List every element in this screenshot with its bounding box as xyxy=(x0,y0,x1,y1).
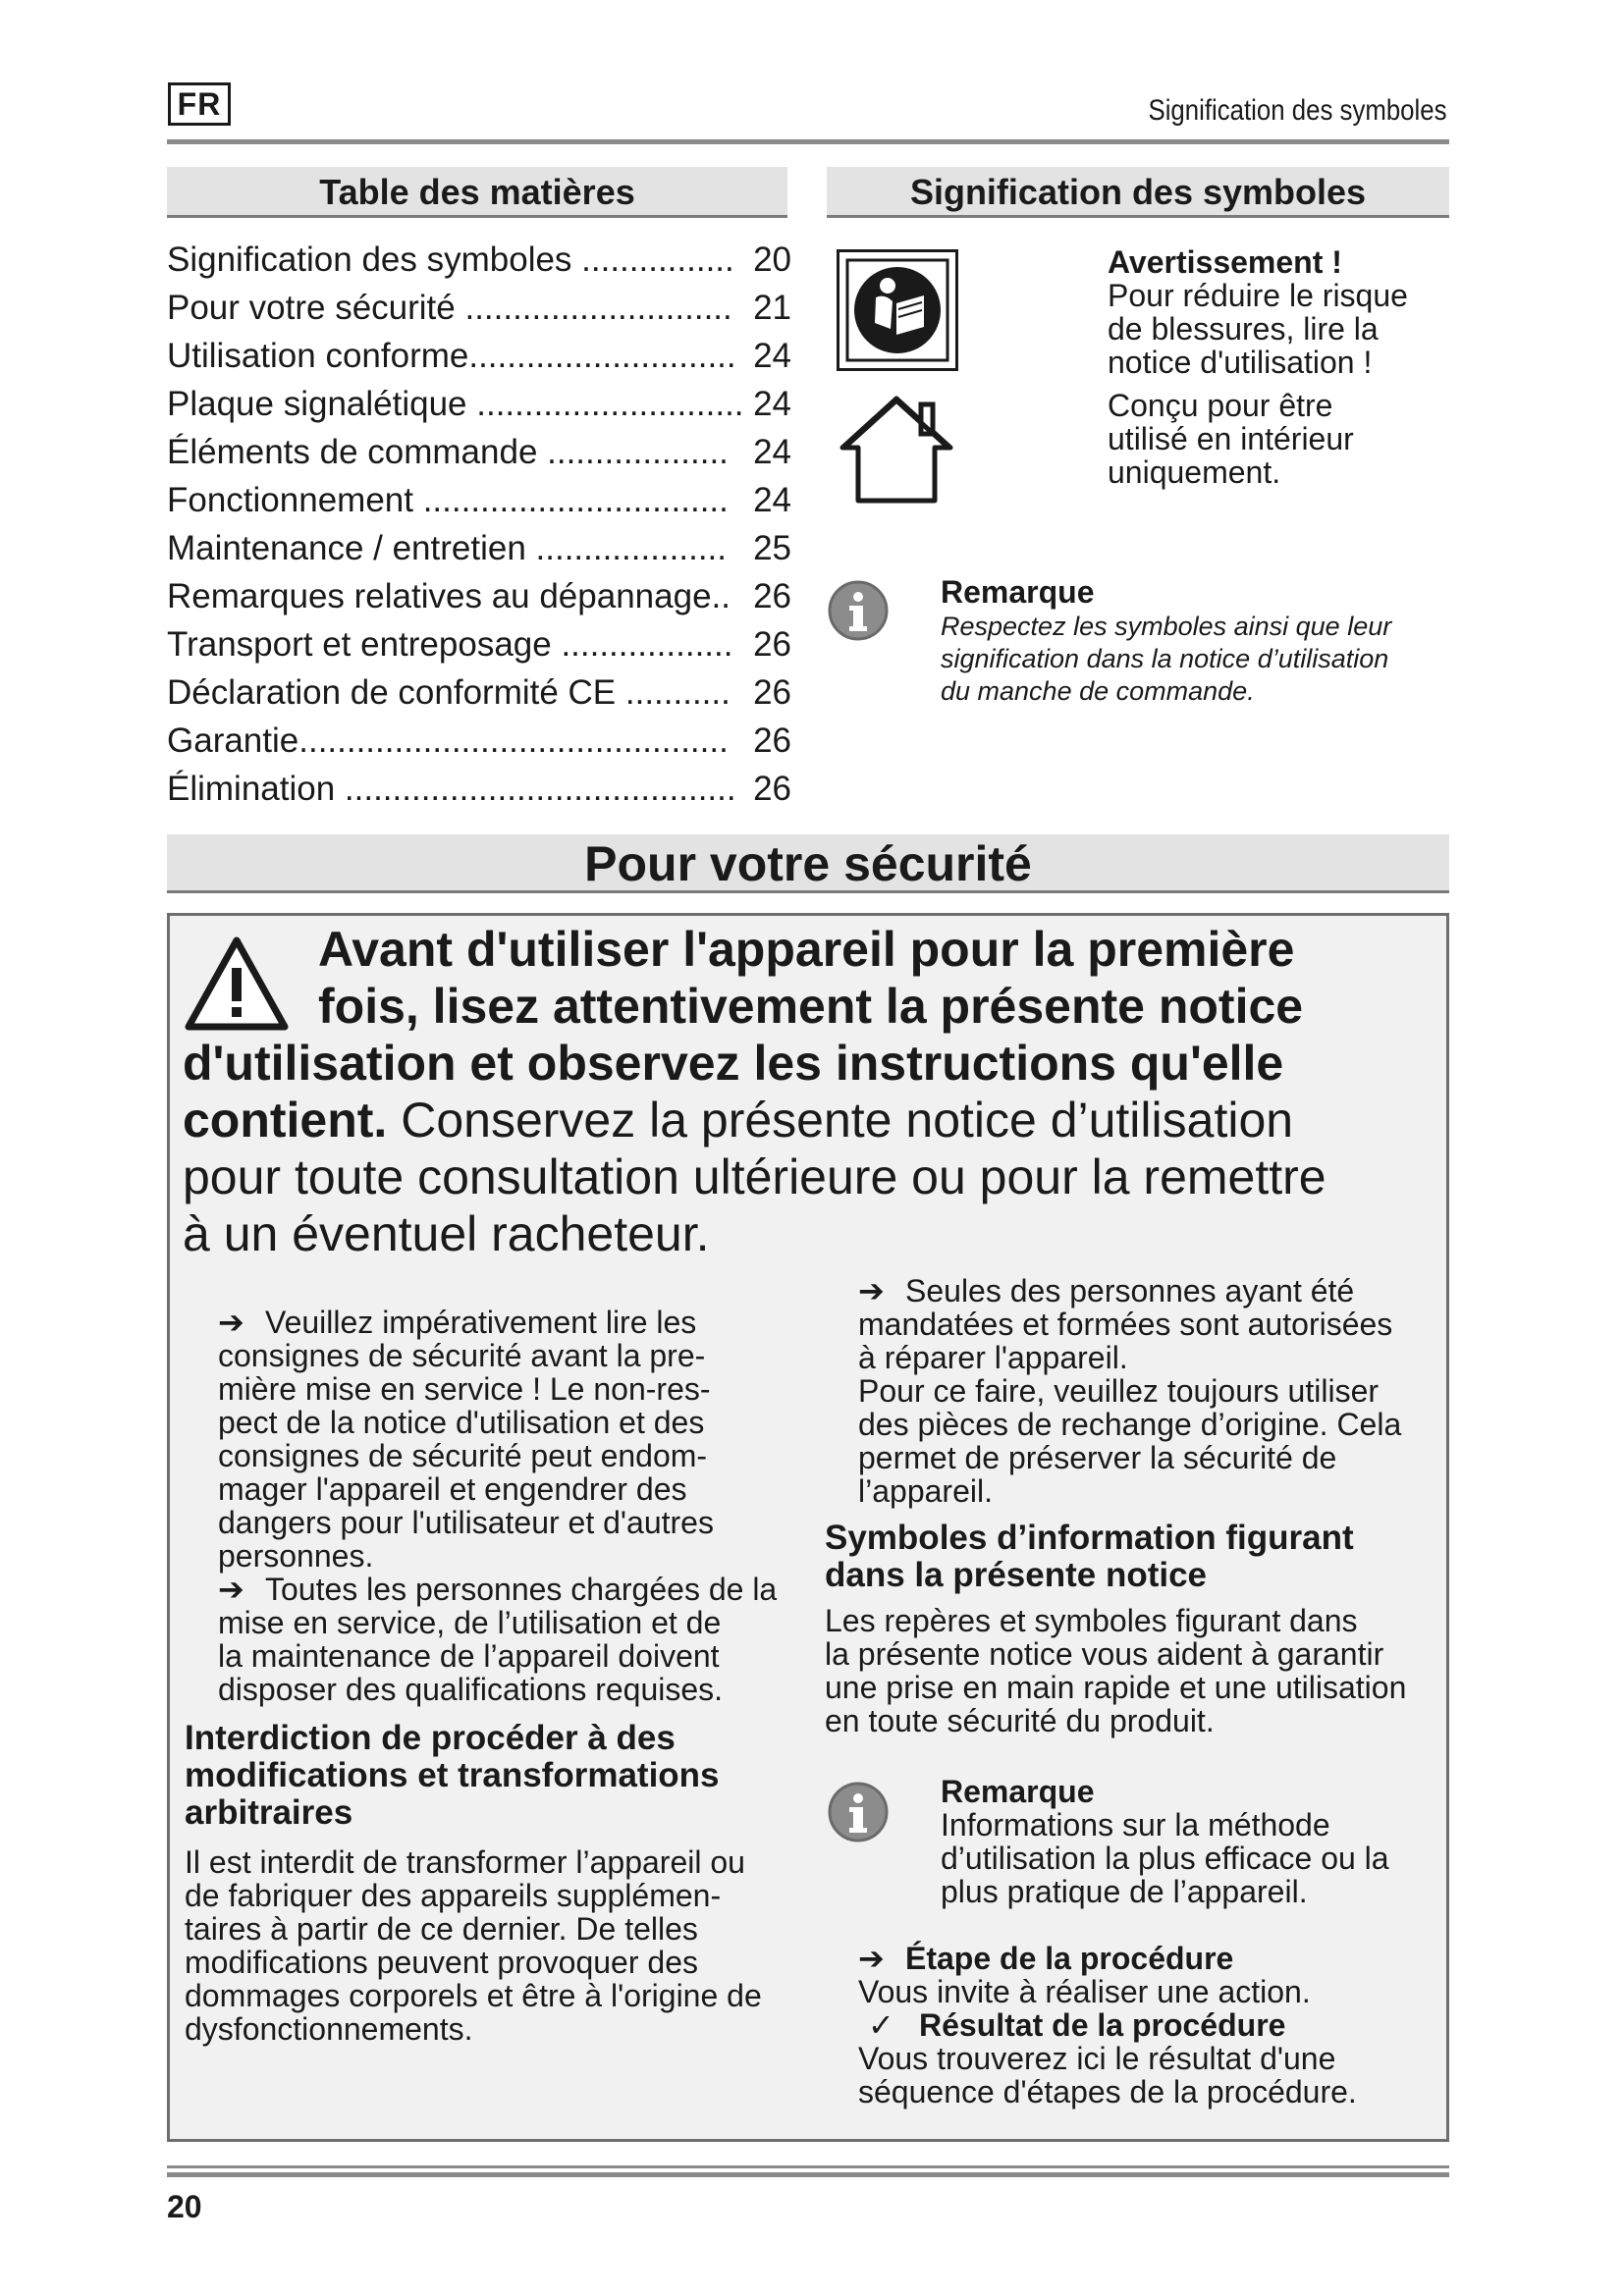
info-icon xyxy=(827,1781,890,1843)
procedure-step: ➔ Étape de la procédure Vous invite à réaliser une action. ✓ Résultat de la procédure Vous trouverez ici le résultat d'une séquence d'étapes de la procédure. xyxy=(858,1941,1357,2109)
safety-heading: Pour votre sécurité xyxy=(167,834,1449,893)
procedure-note: Remarque Informations sur la méthode d’utilisation la plus efficace ou la plus pratique de l’appareil. xyxy=(941,1774,1389,1909)
arrow-icon: ➔ xyxy=(218,1572,244,1607)
toc-row[interactable]: Plaque signalétique ............................ 24 xyxy=(167,385,791,423)
toc-row[interactable]: Signification des symboles ................ 20 xyxy=(167,240,791,279)
footer-rule xyxy=(167,2165,1449,2168)
left-bullet-2: ➔ Toutes les personnes chargées de la mise en service, de l’utilisation et de la maintenance de l’appareil doivent disposer des qualifications requises. xyxy=(218,1572,778,1707)
toc-row[interactable]: Déclaration de conformité CE ........... 26 xyxy=(167,673,791,712)
arrow-icon: ➔ xyxy=(858,1941,885,1976)
toc-heading: Table des matières xyxy=(167,167,787,218)
warning-symbol-text: Avertissement ! Pour réduire le risque de blessures, lire la notice d'utilisation ! xyxy=(1108,244,1408,380)
toc-row[interactable]: Fonctionnement ................................ 24 xyxy=(167,481,791,519)
toc-row[interactable]: Transport et entreposage .................. 26 xyxy=(167,625,791,664)
toc-row[interactable]: Remarques relatives au dépannage.. 26 xyxy=(167,577,791,615)
toc-row[interactable]: Pour votre sécurité ............................ 21 xyxy=(167,289,791,327)
page-number: 20 xyxy=(167,2189,202,2224)
left-bullet-1: ➔ Veuillez impérativement lire les consignes de sécurité avant la pre- mière mise en service ! Le non-res- pect de la notice d'utilisation et des consignes de sécurité peut endom- mager l'appareil et engendrer des dangers pour l'utilisateur et d'autres personnes. xyxy=(218,1305,714,1574)
table-of-contents xyxy=(167,236,791,813)
header-rule xyxy=(167,139,1449,144)
indoor-symbol-text: Conçu pour être utilisé en intérieur uniquement. xyxy=(1108,388,1354,490)
toc-row[interactable]: Maintenance / entretien .................... 25 xyxy=(167,529,791,567)
toc-row[interactable]: Garantie............................................. 26 xyxy=(167,721,791,760)
toc-row[interactable]: Utilisation conforme............................ 24 xyxy=(167,337,791,375)
info-icon xyxy=(827,579,890,642)
right-bullet-1: ➔ Seules des personnes ayant été mandatées et formées sont autorisées à réparer l'appareil. Pour ce faire, veuillez toujours utiliser des pièces de rechange d’origine. Cela permet de préserver la sécurité de l’appareil. xyxy=(858,1273,1402,1509)
arrow-icon: ➔ xyxy=(858,1273,885,1308)
checkmark-icon: ✓ xyxy=(868,2007,894,2043)
modifications-subheading: Interdiction de procéder à des modifications et transformations arbitraires xyxy=(185,1719,720,1832)
safety-lead-text: Avant d'utiliser l'appareil pour la première fois, lisez attentivement la présente notice d'utilisation et observez les instructions qu'elle contient. Conservez la présente notice d’utilisation pour toute consultation ultérieure ou pour la remettre à un éventuel racheteur. xyxy=(183,922,1326,1261)
arrow-icon: ➔ xyxy=(218,1305,244,1340)
symbols-note: Remarque Respectez les symboles ainsi que leur signification dans la notice d’utilisation du manche de commande. xyxy=(941,574,1392,706)
running-header-title: Signification des symboles xyxy=(1148,94,1447,127)
symbols-heading: Signification des symboles xyxy=(827,167,1449,218)
info-symbols-subheading: Symboles d’information figurant dans la présente notice xyxy=(825,1519,1354,1594)
toc-row[interactable]: Éléments de commande ................... 24 xyxy=(167,433,791,471)
read-manual-icon xyxy=(837,249,958,371)
footer-rule xyxy=(167,2172,1449,2177)
language-badge: FR xyxy=(168,82,231,126)
modifications-paragraph: Il est interdit de transformer l’appareil ou de fabriquer des appareils supplémen- taires à partir de ce dernier. De telles modifications peuvent provoquer des dommages corporels et être à l'origine de dysfonctionnements. xyxy=(185,1844,762,2047)
house-icon xyxy=(833,391,960,507)
toc-row[interactable]: Élimination ......................................... 26 xyxy=(167,770,791,808)
info-symbols-paragraph: Les repères et symboles figurant dans la présente notice vous aident à garantir une prise en main rapide et une utilisation en toute sécurité du produit. xyxy=(825,1603,1407,1738)
